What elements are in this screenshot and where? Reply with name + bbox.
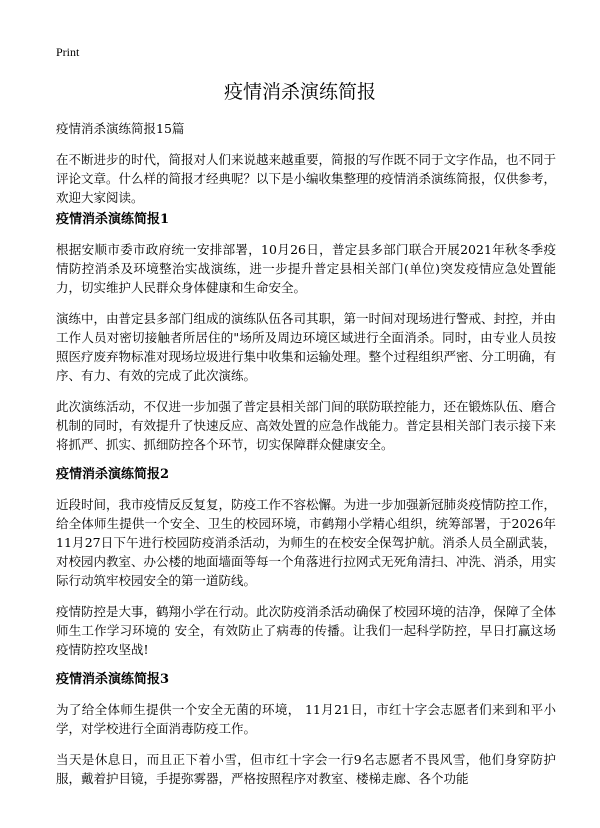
document-subtitle: 疫情消杀演练简报15篇 <box>56 121 185 136</box>
page-title: 疫情消杀演练简报 <box>223 81 376 103</box>
section-paragraph: 当天是休息日，而且正下着小雪，但市红十字会一行9名志愿者不畏风雪，他们身穿防护服，戴着护目镜，手提弥雾器，严格按照程序对教室、楼梯走廊、各个功能 <box>56 752 556 786</box>
section-paragraph: 此次演练活动，不仅进一步加强了普定县相关部门间的联防联控能力，还在锻炼队伍、磨合机制的同时，有效提升了快速反应、高效处置的应急作战能力。普定县相关部门表示接下来将抓严、抓实、抓细防控各个环节，切实保障群众健康安全。 <box>56 399 557 452</box>
section-paragraph: 根据安顺市委市政府统一安排部署，10月26日，普定县多部门联合开展2021年秋冬季疫情防控消杀及环境整治实战演练，进一步提升普定县相关部门(单位)突发疫情应急处置能力，切实维护人民群众身体健康和生命安全。 <box>56 242 556 295</box>
section-heading: 疫情消杀演练简报2 <box>56 467 170 482</box>
section-paragraph: 疫情防控是大事，鹤翔小学在行动。此次防疫消杀活动确保了校园环境的洁净，保障了全体师生工作学习环境的 安全，有效防止了病毒的传播。让我们一起科学防控，早日打赢这场疫情防控攻坚战! <box>56 604 557 657</box>
section-paragraph: 为了给全体师生提供一个安全无菌的环境， 11月21日，市红十字会志愿者们来到和平小学，对学校进行全面消毒防疫工作。 <box>56 702 556 736</box>
section-paragraph: 演练中，由普定县多部门组成的演练队伍各司其职，第一时间对现场进行警戒、封控，并由工作人员对密切接触者所居住的"场所及周边环境区域进行全面消杀。同时，由专业人员按照医疗废弃物标准对现场垃圾进行集中收集和运输处理。整个过程组织严密、分工明确，有序、有力、有效的完成了此次演练。 <box>56 311 557 383</box>
print-label[interactable]: Print <box>56 45 80 59</box>
section-heading: 疫情消杀演练简报3 <box>56 672 170 687</box>
section-heading: 疫情消杀演练简报1 <box>56 212 170 227</box>
intro-paragraph: 在不断进步的时代，简报对人们来说越来越重要，简报的写作既不同于文字作品，也不同于评论文章。什么样的简报才经典呢？以下是小编收集整理的疫情消杀演练简报，仅供参考，欢迎大家阅读。 <box>56 152 557 205</box>
section-paragraph: 近段时间，我市疫情反反复复，防疫工作不容松懈。为进一步加强新冠肺炎疫情防控工作，给全体师生提供一个安全、卫生的校园环境，市鹤翔小学精心组织，统筹部署，于2026年11月27日下午进行校园防疫消杀活动，为师生的在校安全保驾护航。消杀人员全副武装，对校园内教室、办公楼的地面墙面等每一个角落进行拉网式无死角清扫、冲洗、消杀，用实际行动筑牢校园安全的第一道防线。 <box>56 497 557 588</box>
article-body <box>56 211 556 800</box>
section-1 <box>56 211 556 454</box>
section-3 <box>56 671 556 788</box>
section-2 <box>56 466 556 659</box>
